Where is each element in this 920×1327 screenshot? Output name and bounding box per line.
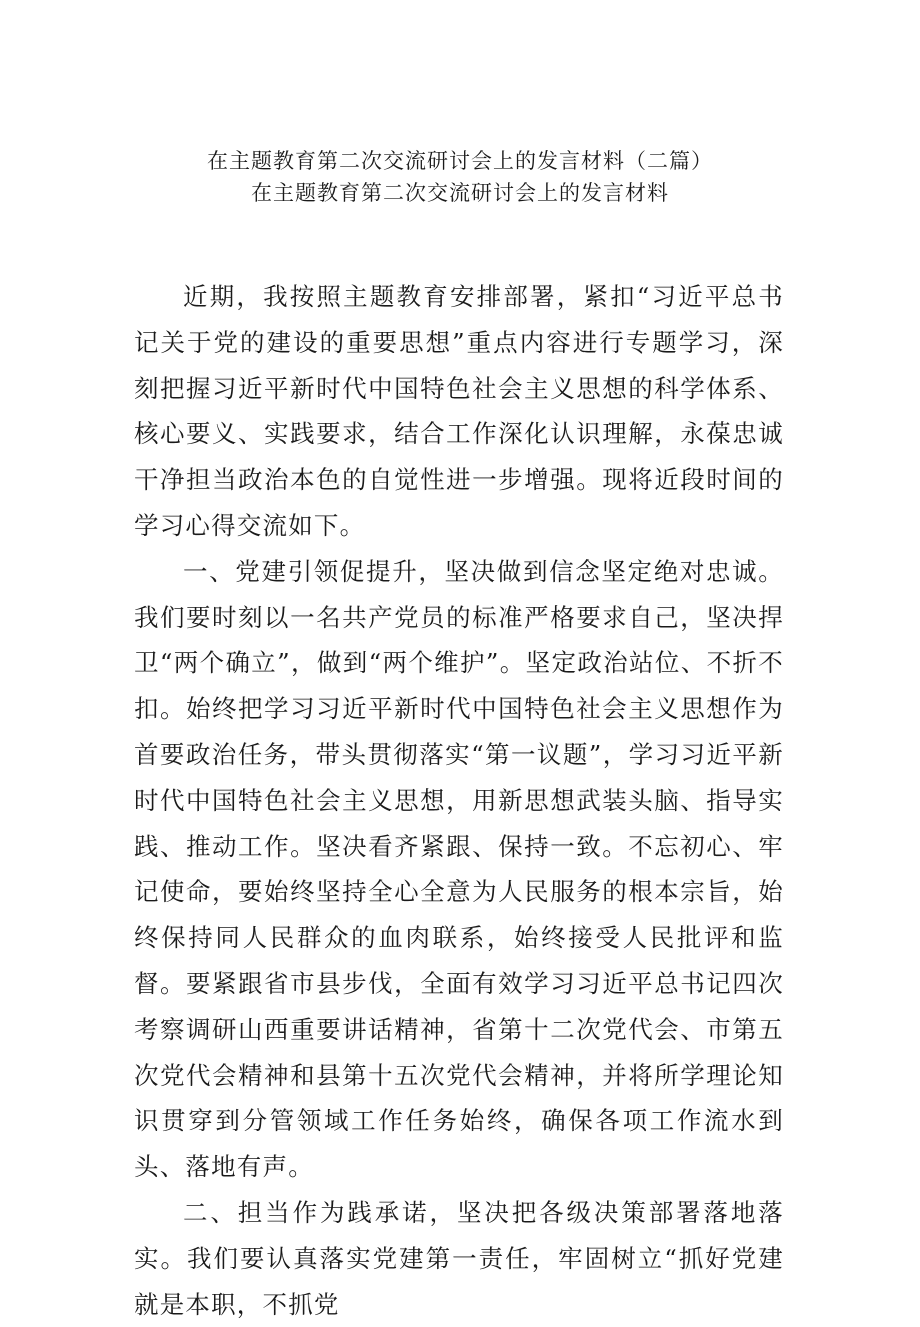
body-paragraph-2: 一、党建引领促提升，坚决做到信念坚定绝对忠诚。我们要时刻以一名共产党员的标准严格要求自己，坚决捍卫“两个确立”，做到“两个维护”。坚定政治站位、不折不扣。始终把学习习近平新时代中国特色社会主义思想作为首要政治任务，带头贯彻落实“第一议题”，学习习近平新时代中国特色社会主义思想，用新思想武装头脑、指导实践、推动工作。坚决看齐紧跟、保持一致。不忘初心、牢记使命，要始终坚持全心全意为人民服务的根本宗旨，始终保持同人民群众的血肉联系，始终接受人民批评和监督。要紧跟省市县步伐，全面有效学习习近平总书记四次考察调研山西重要讲话精神，省第十二次党代会、市第五次党代会精神和县第十五次党代会精神，并将所学理论知识贯穿到分管领域工作任务始终，确保各项工作流水到头、落地有声。	[134, 556, 784, 1182]
document-body	[134, 274, 784, 1327]
document-subtitle: 在主题教育第二次交流研讨会上的发言材料	[251, 181, 669, 205]
body-paragraph-1: 近期，我按照主题教育安排部署，紧扣“习近平总书记关于党的建设的重要思想”重点内容进行专题学习，深刻把握习近平新时代中国特色社会主义思想的科学体系、核心要义、实践要求，结合工作深化认识理解，永葆忠诚干净担当政治本色的自觉性进一步增强。现将近段时间的学习心得交流如下。	[134, 282, 784, 540]
document-title: 在主题教育第二次交流研讨会上的发言材料（二篇）	[207, 149, 713, 173]
body-paragraph-3: 二、担当作为践承诺，坚决把各级决策部署落地落实。我们要认真落实党建第一责任，牢固树立“抓好党建就是本职，不抓党	[134, 1197, 784, 1319]
